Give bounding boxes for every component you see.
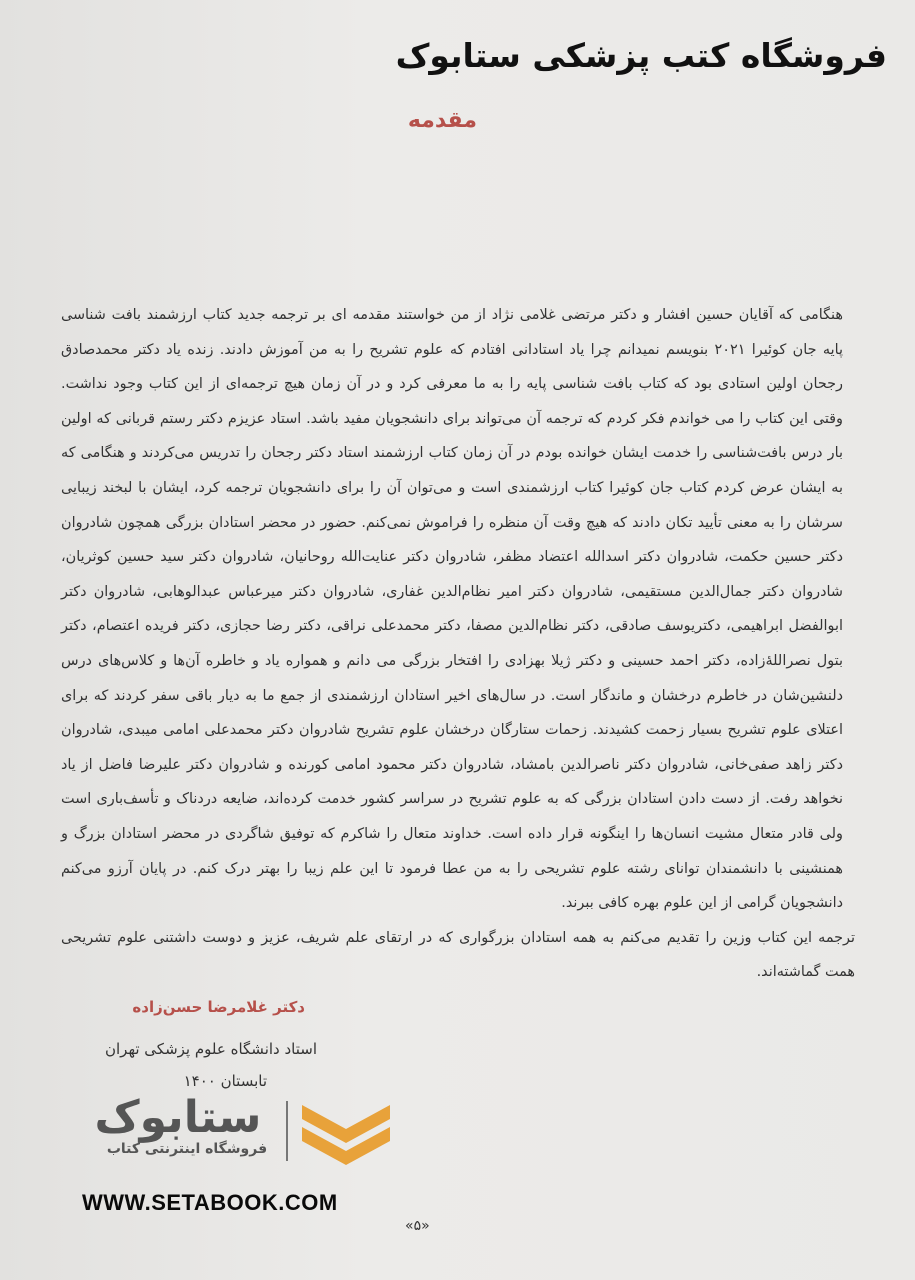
logo-wordmark: ستابوک [94,1092,262,1143]
body-text [61,298,855,990]
paragraph-dedication: ترجمه این کتاب وزین را تقدیم می‌کنم به همه استادان بزرگواری که در ارتقای علم شریف، عزیز و دوست داشتنی علوم تشریحی همت گماشته‌اند. [61,929,855,981]
logo-divider [286,1101,288,1161]
store-title: فروشگاه کتب پزشکی ستابوک [395,36,887,75]
website-url[interactable]: WWW.SETABOOK.COM [82,1190,338,1215]
page-number: «۵» [405,1218,430,1234]
paragraph-main: هنگامی که آقایان حسین افشار و دکتر مرتضی غلامی نژاد از من خواستند مقدمه ای بر ترجمه جدید کتاب ارزشمند بافت شناسی پایه جان کوئیرا ۲۰۲۱ بنویسم نمیدانم چرا یاد استادانی افتادم که علوم تشریح را به من آموزش دادند. زنده یاد دکتر محمدصادق رجحان اولین استادی بود که کتاب بافت شناسی پایه را به ما معرفی کرد و در آن زمان هیچ ترجمه‌ای از این کتاب وجود نداشت. وقتی این کتاب را می خواندم فکر کردم که ترجمه آن می‌تواند برای دانشجویان مفید باشد. استاد عزیزم دکتر رستم قربانی که اولین بار درس بافت‌شناسی را خدمت ایشان خوانده بودم در آن زمان کتاب ارزشمند استاد دکتر رجحان را تدریس می‌کردند و هنگامی که به ایشان عرض کردم کتاب جان کوئیرا کتاب ارزشمندی است و می‌توان آن را برای دانشجویان ترجمه کرد، ایشان با لبخند زیبایی سرشان را به معنی تأیید تکان دادند که هیچ وقت آن منظره را فراموش نمی‌کنم. حضور در محضر استادان بزرگی همچون شادروان دکتر حسین حکمت، شادروان دکتر اسدالله اعتضاد مظفر، شادروان دکتر عنایت‌الله روحانیان، شادروان دکتر سید حسین کوثریان، شادروان دکتر جمال‌الدین مستقیمی، شادروان دکتر امیر نظام‌الدین غفاری، شادروان دکتر میرعباس عبدالوهابی، شادروان دکتر ابوالفضل ابراهیمی، دکتریوسف صادقی، دکتر نظام‌الدین مصفا، دکتر محمدعلی نراقی، دکتر رضا حجازی، دکتر فریده اعتصام، دکتر بتول نصراللهٔ‌زاده، دکتر احمد حسینی و دکتر ژیلا بهزادی را افتخار بزرگی می دانم و همواره یاد و خاطره آن‌ها و کلاس‌های درس دلنشین‌شان در خاطرم درخشان و ماندگار است. در سال‌های اخیر استادان ارزشمندی از جمع ما به دیار باقی سفر کردند که برای اعتلای علوم تشریح بسیار زحمت کشیدند. زحمات ستارگان درخشان علوم تشریح شادروان دکتر محمدعلی امامی میبدی، شادروان دکتر زاهد صفی‌خانی، شادروان دکتر ناصرالدین بامشاد، شادروان دکتر محمود امامی کورنده و شادروان دکتر علیرضا فاضل از یاد نخواهد رفت. از دست دادن استادان بزرگی که به علوم تشریح در سراسر کشور خدمت کرده‌اند، ضایعه دردناک و تأسف‌باری است ولی قادر متعال مشیت انسان‌ها را اینگونه قرار داده است. خداوند متعال را شاکرم که توفیق شاگردی در محضر استادان بزرگ و همنشینی با دانشمندان توانای رشته علوم تشریحی را به من عطا فرمود تا این علم زیبا را بهتر درک کنم. در پایان آرزو می‌کنم دانشجویان گرامی از این علوم بهره کافی ببرند. [61,307,843,912]
section-title: مقدمه [407,108,477,133]
signature-name: دکتر غلامرضا حسن‌زاده [132,998,305,1016]
signature-affiliation: استاد دانشگاه علوم پزشکی تهران [104,1040,317,1058]
book-chevron-icon [298,1101,394,1165]
signature-date: تابستان ۱۴۰۰ [183,1072,267,1090]
setabook-logo [60,1092,400,1175]
logo-subtitle: فروشگاه اینترنتی کتاب [106,1141,268,1157]
